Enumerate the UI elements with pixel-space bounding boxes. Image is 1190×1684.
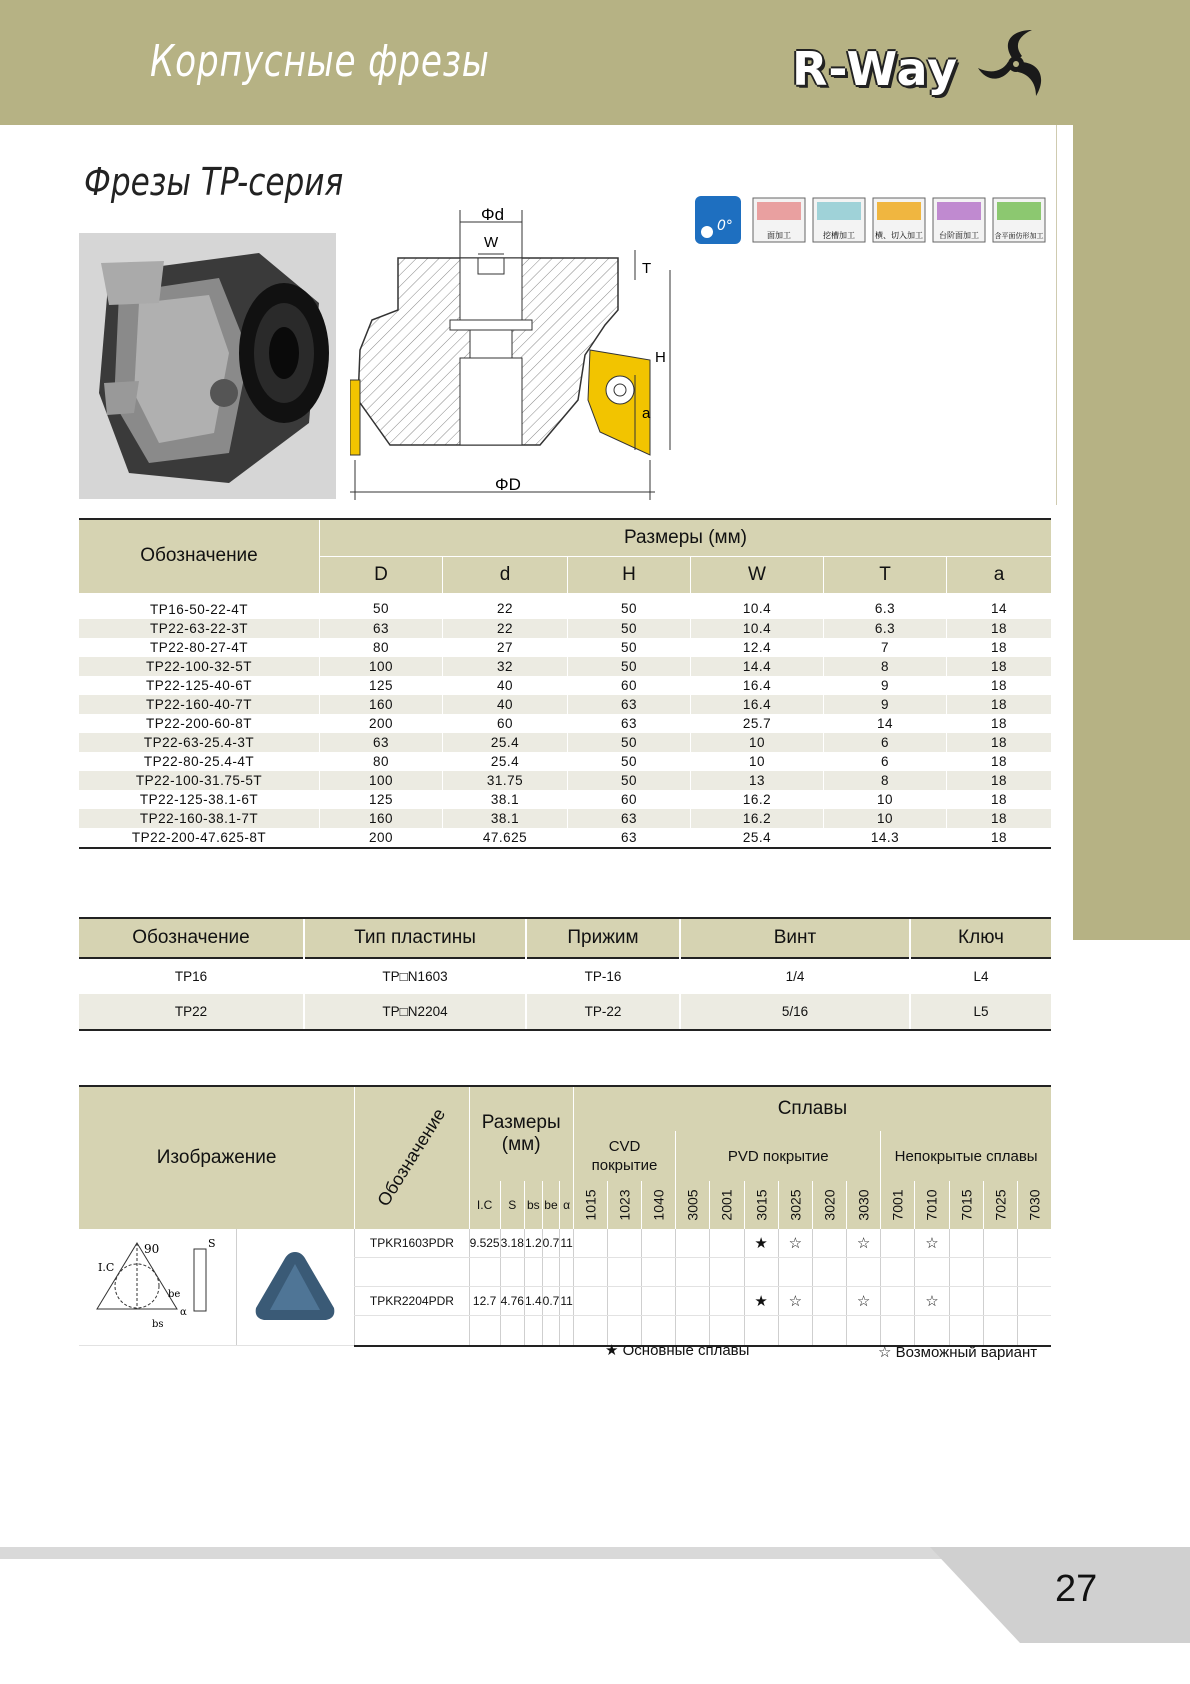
table-cell: 50 — [320, 593, 443, 619]
table-cell: 25.4 — [691, 828, 824, 848]
insert-dims-header: Размеры (мм) — [469, 1086, 573, 1181]
table-cell: 50 — [568, 752, 691, 771]
page-title: Фрезы TP-серия — [84, 160, 344, 204]
table-cell: 18 — [947, 714, 1052, 733]
empty-cell — [560, 1316, 573, 1346]
table-cell: 10 — [691, 733, 824, 752]
grade-mark — [607, 1229, 641, 1258]
table-cell: 47.625 — [443, 828, 568, 848]
col-header: W — [691, 557, 824, 594]
table-cell: 38.1 — [443, 809, 568, 828]
table-cell: 16.2 — [691, 809, 824, 828]
table-cell: 63 — [568, 809, 691, 828]
grade-header: 1023 — [607, 1181, 641, 1229]
table-row — [79, 790, 1051, 809]
insert-dim: 1.2 — [524, 1229, 542, 1258]
grade-header: 7010 — [915, 1181, 949, 1229]
empty-cell — [500, 1258, 524, 1287]
table-cell: 18 — [947, 809, 1052, 828]
table-row — [79, 695, 1051, 714]
cutter-designation: TP22-200-60-8T — [145, 715, 253, 731]
process-icons — [693, 196, 1053, 246]
table-cell: 13 — [691, 771, 824, 790]
col-header: H — [568, 557, 691, 594]
parts-header: Обозначение — [79, 918, 304, 958]
col-header: D — [320, 557, 443, 594]
empty-cell — [983, 1316, 1017, 1346]
grade-mark — [642, 1287, 676, 1316]
empty-cell — [676, 1258, 710, 1287]
table-cell: 1/4 — [680, 958, 910, 994]
empty-cell — [881, 1316, 915, 1346]
profile-milling-icon — [993, 198, 1045, 242]
table-cell: 14.3 — [824, 828, 947, 848]
table-cell: 60 — [568, 676, 691, 695]
svg-text:α: α — [180, 1306, 188, 1318]
grade-mark — [573, 1229, 607, 1258]
grade-mark — [881, 1229, 915, 1258]
table-cell: 5/16 — [680, 994, 910, 1030]
table-cell: 10 — [824, 790, 947, 809]
table-cell: 18 — [947, 790, 1052, 809]
cutter-designation: TP22-80-27-4T — [149, 639, 249, 655]
table-cell: 6.3 — [824, 593, 947, 619]
desig-rotated-header: Обозначение — [355, 1086, 469, 1229]
insert-dim-header: S — [500, 1181, 524, 1229]
table-cell: 40 — [443, 695, 568, 714]
table-row — [79, 809, 1051, 828]
table-cell: 200 — [320, 828, 443, 848]
empty-cell — [778, 1316, 812, 1346]
table-cell: 18 — [947, 733, 1052, 752]
dim-label-t: T — [642, 260, 652, 277]
table-cell: 10.4 — [691, 619, 824, 638]
table-cell: 80 — [320, 752, 443, 771]
cutter-designation: TP22-125-40-6T — [145, 677, 253, 693]
grade-header: 3025 — [778, 1181, 812, 1229]
grade-header: 7015 — [949, 1181, 983, 1229]
brand-name: R-Way — [792, 42, 959, 96]
grade-header: 3015 — [744, 1181, 778, 1229]
parts-header: Прижим — [526, 918, 680, 958]
grade-mark — [676, 1287, 710, 1316]
table-cell: 10.4 — [691, 593, 824, 619]
empty-cell — [778, 1258, 812, 1287]
grade-mark: ☆ — [847, 1229, 881, 1258]
slot-milling-icon — [813, 198, 865, 242]
insert-dim: 3.18 — [500, 1229, 524, 1258]
face-milling-icon — [753, 198, 805, 242]
empty-cell — [1017, 1316, 1051, 1346]
table-cell: 25.4 — [443, 733, 568, 752]
grade-header: 3005 — [676, 1181, 710, 1229]
page-number: 27 — [1055, 1568, 1098, 1610]
cutter-designation: TP22-200-47.625-8T — [79, 828, 320, 848]
empty-cell — [355, 1258, 469, 1287]
table-row — [79, 714, 1051, 733]
empty-cell — [607, 1258, 641, 1287]
svg-text:面加工: 面加工 — [767, 231, 791, 240]
insert-dim: 12.7 — [469, 1287, 500, 1316]
dims-group-header: Размеры (мм) — [320, 519, 1052, 557]
parts-table — [79, 917, 1051, 1031]
table-cell: 8 — [824, 771, 947, 790]
table-cell: 18 — [947, 638, 1052, 657]
grade-mark — [949, 1229, 983, 1258]
insert-dim: 9.525 — [469, 1229, 500, 1258]
empty-cell — [812, 1316, 846, 1346]
grade-header: 7001 — [881, 1181, 915, 1229]
svg-text:挖槽加工: 挖槽加工 — [823, 231, 855, 240]
table-row — [79, 752, 1051, 771]
table-row — [79, 771, 1051, 790]
insert-dim-header: I.C — [469, 1181, 500, 1229]
empty-cell — [560, 1258, 573, 1287]
empty-cell — [500, 1316, 524, 1346]
right-margin-band — [1073, 0, 1190, 940]
table-cell: TP22 — [79, 994, 304, 1030]
table-cell: 9 — [824, 695, 947, 714]
table-cell: L5 — [910, 994, 1051, 1030]
dim-label-a: a — [642, 405, 651, 422]
empty-cell — [847, 1258, 881, 1287]
table-cell: 63 — [320, 733, 443, 752]
dimensions-table — [79, 518, 1051, 849]
table-row — [79, 638, 1051, 657]
table-cell: 14 — [947, 593, 1052, 619]
grade-mark — [710, 1229, 744, 1258]
table-cell: 63 — [568, 695, 691, 714]
cutter-designation: TP22-80-25.4-4T — [143, 753, 255, 769]
parts-header: Винт — [680, 918, 910, 958]
grade-header: 1040 — [642, 1181, 676, 1229]
image-header: Изображение — [79, 1086, 355, 1229]
parts-header: Тип пластины — [304, 918, 526, 958]
cutter-designation: TP22-160-40-7T — [79, 695, 320, 714]
table-cell: 9 — [824, 676, 947, 695]
alloys-header: Сплавы — [573, 1086, 1051, 1131]
svg-text:90: 90 — [144, 1241, 160, 1256]
table-cell: 32 — [443, 657, 568, 676]
table-cell: 60 — [443, 714, 568, 733]
grade-mark — [881, 1287, 915, 1316]
cutter-designation: TP22-100-32-5T — [79, 657, 320, 676]
table-cell: 63 — [568, 828, 691, 848]
insert-code: TPKR1603PDR — [355, 1229, 469, 1258]
table-row — [79, 733, 1051, 752]
product-photo — [79, 233, 336, 499]
table-cell: 14 — [824, 714, 947, 733]
table-cell: 6.3 — [824, 619, 947, 638]
table-cell: 31.75 — [443, 771, 568, 790]
table-cell: 10 — [691, 752, 824, 771]
empty-cell — [881, 1258, 915, 1287]
grade-mark: ★ — [744, 1229, 778, 1258]
svg-text:S: S — [208, 1236, 216, 1250]
grade-header: 7025 — [983, 1181, 1017, 1229]
empty-cell — [642, 1258, 676, 1287]
svg-text:台阶面加工: 台阶面加工 — [939, 231, 979, 240]
brand-logo — [792, 24, 1062, 104]
table-cell: 25.4 — [443, 752, 568, 771]
table-cell: 18 — [947, 695, 1052, 714]
table-cell: 14.4 — [691, 657, 824, 676]
cutter-designation: TP22-63-22-3T — [79, 619, 320, 638]
cvd-header: CVD покрытие — [573, 1131, 675, 1181]
table-row — [79, 676, 1051, 695]
grade-mark: ★ — [744, 1287, 778, 1316]
table-cell: 7 — [824, 638, 947, 657]
table-cell: 50 — [568, 619, 691, 638]
brand-emblem-icon — [970, 24, 1060, 104]
table-cell: TP□N2204 — [304, 994, 526, 1030]
empty-cell — [524, 1316, 542, 1346]
dim-label-w: W — [484, 234, 499, 251]
grade-mark: ☆ — [778, 1287, 812, 1316]
table-row — [79, 828, 1051, 848]
svg-text:0°: 0° — [717, 218, 733, 234]
table-cell: 18 — [947, 657, 1052, 676]
empty-cell — [542, 1316, 560, 1346]
table-cell: 16.4 — [691, 695, 824, 714]
technical-drawing — [350, 200, 680, 510]
cutter-designation: TP22-160-38.1-7T — [79, 809, 320, 828]
table-cell: 100 — [320, 657, 443, 676]
col-header: d — [443, 557, 568, 594]
svg-text:含平面仿形加工: 含平面仿形加工 — [994, 232, 1044, 240]
insert-dim: 0.7 — [542, 1229, 560, 1258]
inserts-table — [79, 1085, 1051, 1347]
table-cell: TP□N1603 — [304, 958, 526, 994]
table-cell: 50 — [568, 638, 691, 657]
empty-cell — [949, 1258, 983, 1287]
table-cell: TP-16 — [526, 958, 680, 994]
empty-cell — [542, 1258, 560, 1287]
svg-text:be: be — [168, 1288, 181, 1300]
table-cell: 6 — [824, 752, 947, 771]
grade-mark — [812, 1287, 846, 1316]
insert-dim: 11 — [560, 1229, 573, 1258]
insert-dim: 11 — [560, 1287, 573, 1316]
insert-dim-header: bs — [524, 1181, 542, 1229]
grade-mark — [710, 1287, 744, 1316]
table-cell: TP16 — [79, 958, 304, 994]
insert-photo — [250, 1246, 340, 1326]
table-cell: 125 — [320, 676, 443, 695]
empty-cell — [949, 1316, 983, 1346]
empty-cell — [983, 1258, 1017, 1287]
empty-cell — [812, 1258, 846, 1287]
table-cell: 6 — [824, 733, 947, 752]
table-cell: 63 — [320, 619, 443, 638]
table-cell: 18 — [947, 619, 1052, 638]
grade-header: 3030 — [847, 1181, 881, 1229]
table-cell: 60 — [568, 790, 691, 809]
table-cell: 18 — [947, 771, 1052, 790]
table-cell: 63 — [568, 714, 691, 733]
grade-mark — [812, 1229, 846, 1258]
insert-dim: 0.7 — [542, 1287, 560, 1316]
legend-optional-alloys: ☆ Возможный вариант — [878, 1344, 1038, 1361]
grade-mark — [983, 1229, 1017, 1258]
grade-mark: ☆ — [778, 1229, 812, 1258]
col-header: a — [947, 557, 1052, 594]
table-cell: 200 — [320, 714, 443, 733]
table-cell: 38.1 — [443, 790, 568, 809]
right-divider — [1056, 125, 1057, 505]
desig-header: Обозначение — [79, 519, 320, 593]
section-title: Корпусные фрезы — [150, 36, 490, 87]
table-cell: 18 — [947, 752, 1052, 771]
insert-dim-header: be — [542, 1181, 560, 1229]
table-cell: 8 — [824, 657, 947, 676]
empty-cell — [355, 1316, 469, 1346]
pvd-header: PVD покрытие — [676, 1131, 881, 1181]
svg-text:横、切入加工: 横、切入加工 — [875, 231, 923, 240]
svg-text:I.C: I.C — [98, 1260, 115, 1274]
table-cell: 18 — [947, 676, 1052, 695]
angle-0-icon — [695, 196, 741, 244]
table-cell: 18 — [947, 828, 1052, 848]
empty-cell — [469, 1258, 500, 1287]
grade-mark — [676, 1229, 710, 1258]
parts-header: Ключ — [910, 918, 1051, 958]
insert-sketch-cell — [79, 1229, 236, 1346]
cutter-designation: TP22-63-25.4-3T — [79, 733, 320, 752]
svg-text:bs: bs — [152, 1318, 164, 1330]
empty-cell — [915, 1258, 949, 1287]
insert-dim-header: α — [560, 1181, 573, 1229]
legend-main-alloys: ★ Основные сплавы — [605, 1342, 750, 1359]
table-cell: 80 — [320, 638, 443, 657]
insert-dim: 1.4 — [524, 1287, 542, 1316]
table-cell: 22 — [443, 619, 568, 638]
cutter-designation: TP16-50-22-4T — [149, 601, 249, 617]
grade-mark: ☆ — [915, 1229, 949, 1258]
table-cell: 50 — [568, 733, 691, 752]
table-cell: 10 — [824, 809, 947, 828]
table-cell: 22 — [443, 593, 568, 619]
table-cell: 27 — [443, 638, 568, 657]
empty-cell — [847, 1316, 881, 1346]
table-cell: L4 — [910, 958, 1051, 994]
col-header: T — [824, 557, 947, 594]
grade-header: 3020 — [812, 1181, 846, 1229]
table-cell: 16.2 — [691, 790, 824, 809]
table-row — [79, 593, 1051, 619]
cutter-designation: TP22-100-31.75-5T — [79, 771, 320, 790]
table-cell: 160 — [320, 695, 443, 714]
ramp-milling-icon — [873, 198, 925, 242]
uncoated-header: Непокрытые сплавы — [881, 1131, 1051, 1181]
table-cell: 100 — [320, 771, 443, 790]
grade-mark: ☆ — [915, 1287, 949, 1316]
table-cell: 50 — [568, 593, 691, 619]
step-milling-icon — [933, 198, 985, 242]
empty-cell — [469, 1316, 500, 1346]
grade-mark — [983, 1287, 1017, 1316]
insert-dim: 4.76 — [500, 1287, 524, 1316]
table-cell: 16.4 — [691, 676, 824, 695]
dim-label-D: ΦD — [495, 475, 521, 494]
grade-header: 1015 — [573, 1181, 607, 1229]
table-cell: 25.7 — [691, 714, 824, 733]
grade-mark — [1017, 1229, 1051, 1258]
empty-cell — [573, 1258, 607, 1287]
table-row — [79, 657, 1051, 676]
empty-cell — [1017, 1258, 1051, 1287]
table-cell: 40 — [443, 676, 568, 695]
cutter-designation: TP22-125-38.1-6T — [139, 791, 259, 807]
table-cell: TP-22 — [526, 994, 680, 1030]
table-cell: 12.4 — [691, 638, 824, 657]
table-row — [79, 619, 1051, 638]
insert-sketch — [82, 1231, 232, 1341]
empty-cell — [710, 1258, 744, 1287]
grade-mark — [1017, 1287, 1051, 1316]
dim-label-d: Φd — [481, 205, 505, 224]
grade-header: 2001 — [710, 1181, 744, 1229]
table-cell: 50 — [568, 657, 691, 676]
grade-mark — [607, 1287, 641, 1316]
table-cell: 50 — [568, 771, 691, 790]
insert-code: TPKR2204PDR — [355, 1287, 469, 1316]
dim-label-h: H — [655, 349, 666, 366]
empty-cell — [524, 1258, 542, 1287]
table-cell: 160 — [320, 809, 443, 828]
grade-mark: ☆ — [847, 1287, 881, 1316]
table-cell: 125 — [320, 790, 443, 809]
empty-cell — [573, 1316, 607, 1346]
grade-header: 7030 — [1017, 1181, 1051, 1229]
empty-cell — [915, 1316, 949, 1346]
grade-mark — [573, 1287, 607, 1316]
grade-mark — [949, 1287, 983, 1316]
empty-cell — [744, 1258, 778, 1287]
grade-mark — [642, 1229, 676, 1258]
insert-image-cell — [236, 1229, 355, 1346]
